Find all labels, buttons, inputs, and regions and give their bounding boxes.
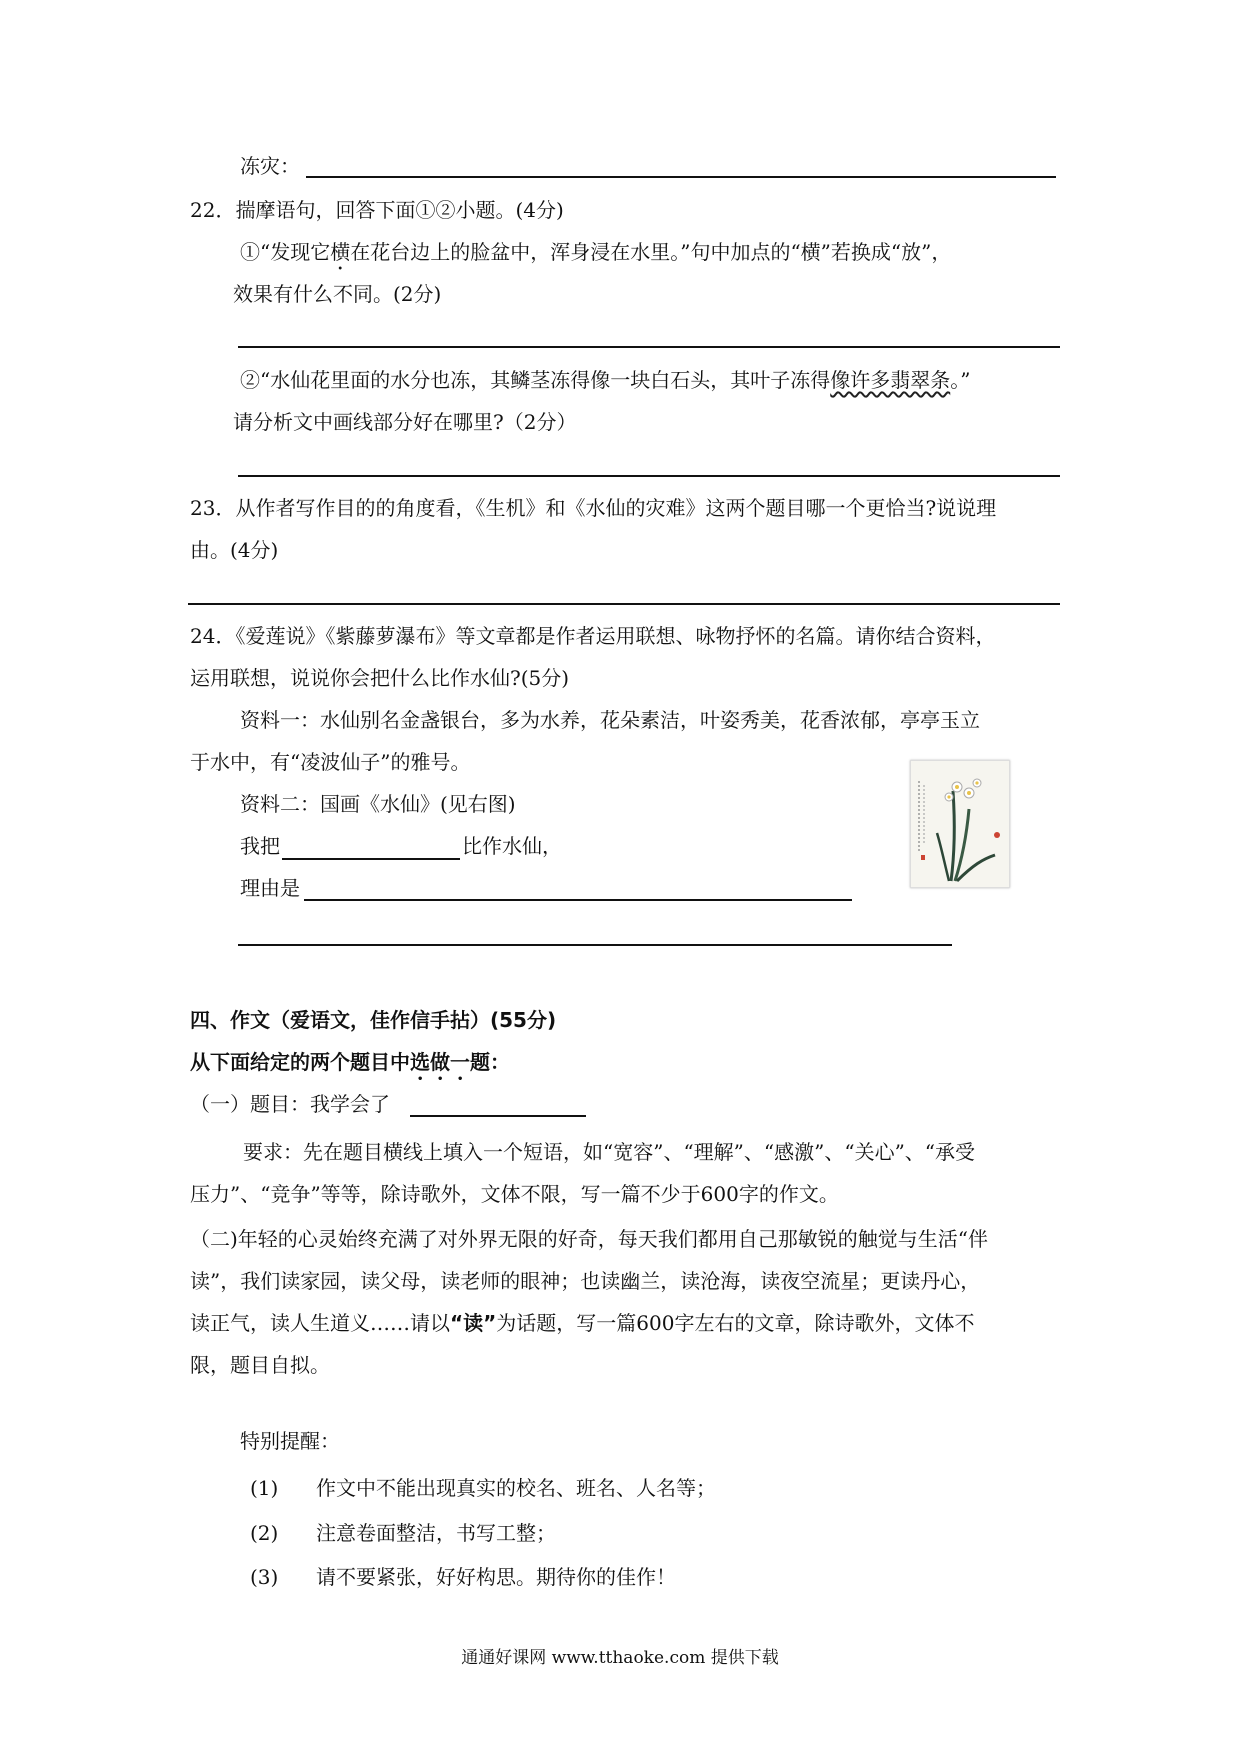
footer-credit: 通通好课网 www.tthaoke.com 提供下载 <box>461 1648 779 1668</box>
section4-instruction <box>190 1048 510 1085</box>
instruction-post: 题： <box>470 1050 510 1074</box>
q23-answer-line[interactable] <box>188 603 1060 605</box>
option2-line2: 读”，我们读家园，读父母，读老师的眼神；也读幽兰，读沧海，读夜空流星；更读丹心， <box>190 1269 981 1293</box>
q22-sub2-line1 <box>240 366 970 394</box>
q24-ref1-line1: 资料一：水仙别名金盏银台，多为水养，花朵素洁，叶姿秀美，花香浓郁，亭亭玉立 <box>240 708 980 732</box>
q22-sub1-line2: 效果有什么不同。(2分) <box>233 282 442 306</box>
option2-line4: 限，题目自拟。 <box>190 1353 330 1377</box>
reminder-item-text: 请不要紧张，好好构思。期待你的佳作！ <box>316 1565 676 1589</box>
q23-line1: 23．从作者写作目的的角度看，《生机》和《水仙的灾难》这两个题目哪一个更恰当?说说理 <box>190 496 997 520</box>
narcissus-painting <box>910 760 1010 888</box>
q22-sub2-line2: 请分析文中画线部分好在哪里?（2分） <box>233 410 577 434</box>
option2-line3-post: 为话题，写一篇600字左右的文章，除诗歌外，文体不 <box>496 1311 975 1335</box>
q24-reason-line2[interactable] <box>238 944 952 946</box>
q22-dotted-char: 横 <box>330 240 351 264</box>
option2-topic: “读” <box>450 1311 497 1335</box>
q23-line2: 由。(4分) <box>190 538 279 562</box>
option2-line3 <box>190 1309 974 1337</box>
reminder-item-num: (3) <box>250 1565 279 1589</box>
q21-answer-line[interactable] <box>306 176 1056 178</box>
option2-line3-pre: 读正气，读人生道义……请以 <box>190 1311 450 1335</box>
option1-req-line2: 压力”、“竞争”等等，除诗歌外，文体不限，写一篇不少于600字的作文。 <box>190 1182 839 1206</box>
q22-sub1-answer-line[interactable] <box>238 346 1060 348</box>
instruction-pre: 从下面给定的两个题目中 <box>190 1050 410 1074</box>
reminder-item-num: (2) <box>250 1521 279 1545</box>
reminder-item-text: 作文中不能出现真实的校名、班名、人名等； <box>316 1476 716 1500</box>
reminder-item-text: 注意卷面整洁，书写工整； <box>316 1521 556 1545</box>
q24-reason-label: 理由是 <box>240 876 300 900</box>
q24-ref2: 资料二：国画《水仙》(见右图) <box>240 792 516 816</box>
option1-req-line1: 要求：先在题目横线上填入一个短语，如“宽容”、“理解”、“感激”、“关心”、“承受 <box>243 1140 976 1164</box>
q21-label: 冻灾： <box>240 154 300 178</box>
q24-line2: 运用联想，说说你会把什么比作水仙?(5分) <box>190 666 570 690</box>
q22-sub1-pre: ①“发现它 <box>240 240 331 264</box>
q24-fill-blank[interactable] <box>282 858 460 860</box>
q22-sub2-answer-line[interactable] <box>238 475 1060 477</box>
q22-sub1-line1 <box>240 238 951 275</box>
q24-reason-line1[interactable] <box>304 899 852 901</box>
q22-sub2-pre: ②“水仙花里面的水分也冻，其鳞茎冻得像一块白石头，其叶子冻得 <box>240 368 831 392</box>
q24-ref1-line2: 于水中，有“凌波仙子”的雅号。 <box>190 750 471 774</box>
q22-sub2-post: 。” <box>950 368 971 392</box>
q24-fill-post: 比作水仙， <box>462 834 562 858</box>
section4-heading: 四、作文（爱语文，佳作信手拈）(55分) <box>190 1008 557 1032</box>
q22-sub1-post: 在花台边上的脸盆中，浑身浸在水里。”句中加点的“横”若换成“放”， <box>350 240 952 264</box>
narcissus-drawing <box>911 761 1009 887</box>
option2-line1: （二)年轻的心灵始终充满了对外界无限的好奇，每天我们都用自己那敏锐的触觉与生活“伴 <box>190 1227 989 1251</box>
q24-fill-pre: 我把 <box>240 834 280 858</box>
instruction-dotted: 选做一 <box>410 1050 470 1074</box>
reminder-title: 特别提醒： <box>240 1429 340 1453</box>
q22-title: 22．揣摩语句，回答下面①②小题。(4分) <box>190 198 564 222</box>
option1-label: （一）题目：我学会了 <box>190 1092 390 1116</box>
q22-underlined-phrase: 像许多翡翠条 <box>830 368 951 392</box>
q24-line1: 24．《爱莲说》《紫藤萝瀑布》等文章都是作者运用联想、咏物抒怀的名篇。请你结合资料， <box>190 624 996 648</box>
option1-title-blank[interactable] <box>410 1115 586 1117</box>
reminder-item-num: (1) <box>250 1476 279 1500</box>
